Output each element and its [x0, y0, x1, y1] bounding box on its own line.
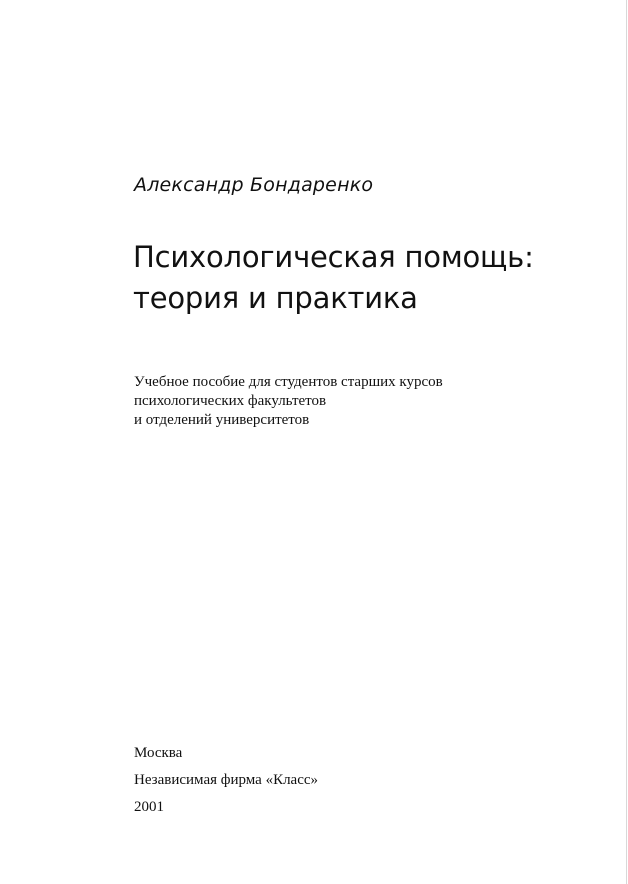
imprint	[134, 744, 318, 816]
subtitle-line-2: психологических факультетов	[134, 393, 327, 409]
publisher-name: Независимая фирма «Класс»	[134, 772, 319, 788]
book-title-line-2: теория и практика	[133, 281, 418, 315]
subtitle-line-3: и отделений университетов	[134, 412, 310, 428]
book-subtitle	[134, 373, 443, 430]
book-title	[133, 237, 534, 319]
subtitle-line-1: Учебное пособие для студентов старших курсов	[134, 374, 443, 390]
publication-year: 2001	[134, 799, 164, 815]
author-name: Александр Бондаренко	[134, 174, 374, 196]
book-title-line-1: Психологическая помощь:	[133, 240, 534, 274]
publication-city: Москва	[134, 745, 183, 761]
